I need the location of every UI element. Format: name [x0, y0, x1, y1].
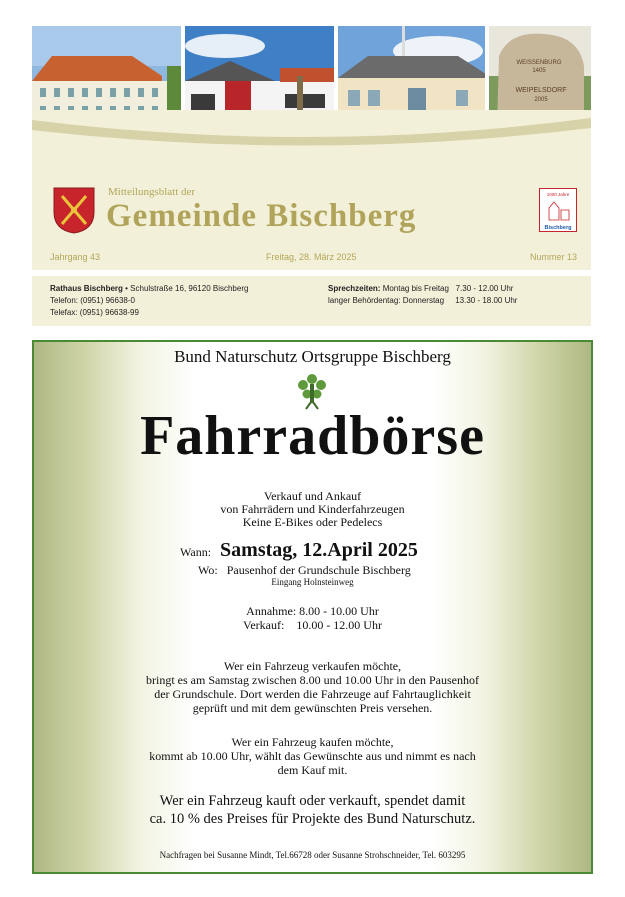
poster-contact: Nachfragen bei Susanne Mindt, Tel.66728 oder Susanne Strohschneider, Tel. 603295	[159, 850, 466, 860]
langer-behoerdentag: langer Behördentag: Donnerstag 13.30 - 18.00 Uhr	[328, 296, 518, 305]
poster-annahme: Annahme: 8.00 - 10.00 Uhr	[246, 604, 379, 618]
buy-para-1: Wer ein Fahrzeug kaufen möchte,	[231, 735, 394, 749]
jahrgang: Jahrgang 43	[50, 252, 101, 262]
wann-label: Wann:	[180, 545, 212, 559]
poster-verkauf: Verkauf: 10.00 - 12.00 Uhr	[243, 618, 382, 632]
poster-intro-1: Verkauf und Ankauf	[263, 489, 362, 503]
wann-value: Samstag, 12.April 2025	[220, 539, 418, 561]
fahrradboerse-poster	[32, 340, 593, 874]
sell-para-2: bringt es am Samstag zwischen 8.00 und 10.00 Uhr in den Pausenhof	[146, 673, 479, 687]
wo-value: Pausenhof der Grundschule Bischberg	[226, 563, 411, 577]
sprech-label: Sprechzeiten:	[328, 284, 381, 293]
buy-para-3: dem Kauf mit.	[277, 763, 348, 777]
contact-info-band	[32, 276, 591, 326]
anniv-line1: 1000 Jahre	[546, 192, 570, 197]
donation-line-1: Wer ein Fahrzeug kauft oder verkauft, spendet damit	[159, 793, 466, 809]
stone-text-4: 2005	[534, 97, 548, 103]
poster-headline: Fahrradbörse	[140, 405, 485, 467]
anniv-line2: Bischberg	[544, 225, 572, 231]
sell-para-4: geprüft und mit dem gewünschten Preis versehen.	[192, 701, 433, 715]
issue-number: Nummer 13	[529, 252, 577, 262]
poster-eingang: Eingang Holnsteinweg	[271, 577, 354, 587]
stone-text-1: WEISSENBURG	[516, 60, 562, 66]
telefon: Telefon: (0951) 96638-0	[50, 296, 135, 305]
coat-of-arms-icon	[52, 186, 96, 234]
masthead-title: Gemeinde Bischberg	[106, 198, 417, 234]
poster-org: Bund Naturschutz Ortsgruppe Bischberg	[174, 347, 451, 366]
rathaus-address: • Schulstraße 16, 96120 Bischberg	[122, 284, 249, 293]
masthead-wave	[32, 110, 591, 160]
poster-wo	[198, 563, 411, 578]
anniversary-badge-icon	[539, 188, 577, 232]
poster-wann	[180, 539, 418, 562]
donation-line-2: ca. 10 % des Preises für Projekte des Bund Naturschutz.	[149, 811, 476, 827]
wo-label: Wo:	[198, 563, 218, 577]
stone-text-2: 1405	[532, 68, 546, 74]
telefax: Telefax: (0951) 96638-99	[50, 308, 139, 317]
poster-intro-2: von Fahrrädern und Kinderfahrzeugen	[220, 502, 405, 516]
issue-meta-row	[50, 252, 577, 266]
poster-intro-3: Keine E-Bikes oder Pedelecs	[242, 515, 383, 529]
buy-para-2: kommt ab 10.00 Uhr, wählt das Gewünschte aus und nimmt es nach	[149, 749, 476, 763]
sell-para-3: der Grundschule. Dort werden die Fahrzeuge auf Fahrtauglichkeit	[154, 687, 471, 701]
issue-date: Freitag, 28. März 2025	[266, 252, 357, 262]
office-hours	[328, 283, 517, 307]
masthead-subtitle: Mitteilungsblatt der	[108, 186, 196, 198]
sprech-text: Montag bis Freitag 7.30 - 12.00 Uhr	[380, 284, 514, 293]
stone-text-3: WEIPELSDORF	[515, 87, 567, 94]
sell-para-1: Wer ein Fahrzeug verkaufen möchte,	[223, 659, 402, 673]
rathaus-label: Rathaus Bischberg	[50, 284, 123, 293]
rathaus-info	[50, 283, 248, 319]
